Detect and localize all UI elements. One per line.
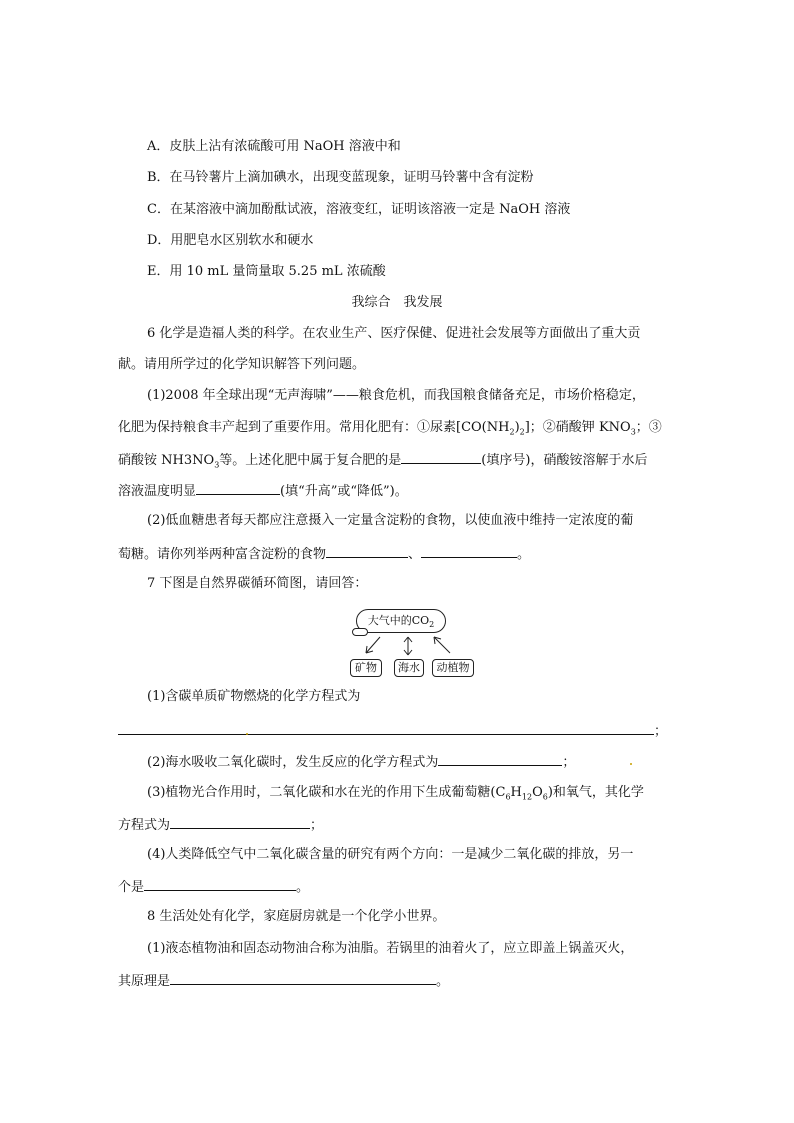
atmosphere-co2-box: 大气中的$CO_2$	[356, 609, 446, 633]
option-d: D．用肥皂水区别软水和硬水	[147, 233, 314, 248]
stray-dot	[246, 733, 248, 735]
answer-blank[interactable]	[144, 878, 296, 891]
answer-blank[interactable]	[196, 482, 280, 495]
q6-part1-line4: 溶液温度明显 (填“升高”或“降低”)。	[118, 484, 408, 499]
q8-stem: 8 生活处处有化学，家庭厨房就是一个化学小世界。	[147, 909, 446, 924]
q8-part1-line1: (1)液态植物油和固态动物油合称为油脂。若锅里的油着火了，应立即盖上锅盖灭火，	[147, 941, 634, 956]
answer-blank[interactable]	[326, 545, 408, 558]
option-c: C．在某溶液中滴加酚酞试液，溶液变红，证明该溶液一定是 NaOH 溶液	[147, 202, 571, 217]
node-minerals: 矿物	[350, 659, 382, 677]
q7-part1-answer: ；	[118, 722, 667, 740]
carbon-cycle-diagram	[346, 601, 476, 681]
q7-part2: (2)海水吸收二氧化碳时，发生反应的化学方程式为 ；	[147, 755, 576, 770]
q7-part4-line1: (4)人类降低空气中二氧化碳含量的研究有两个方向：一是减少二氧化碳的排放，另一	[147, 847, 634, 862]
q7-part1: (1)含碳单质矿物燃烧的化学方程式为	[147, 689, 361, 704]
q7-part4-line2: 个是 。	[118, 880, 310, 895]
answer-blank[interactable]	[401, 451, 481, 464]
q8-part1-line2: 其原理是 。	[118, 974, 450, 989]
option-e: E．用 10 mL 量筒量取 5.25 mL 浓硫酸	[147, 264, 386, 279]
node-seawater: 海水	[394, 659, 424, 677]
option-a: A．皮肤上沾有浓硫酸可用 NaOH 溶液中和	[147, 139, 401, 154]
q6-stem-line1: 6 化学是造福人类的科学。在农业生产、医疗保健、促进社会发展等方面做出了重大贡	[147, 326, 641, 341]
q6-part2-line2: 萄糖。请你列举两种富含淀粉的食物 、 。	[118, 547, 531, 562]
answer-blank[interactable]	[421, 545, 517, 558]
q7-stem: 7 下图是自然界碳循环简图，请回答：	[147, 576, 368, 591]
q6-part1-line2: 化肥为保持粮食丰产起到了重要作用。常用化肥有：①尿素$[CO(NH_2)_2]$；②硝酸钾 $KNO_3$；③	[118, 420, 662, 437]
stray-dot	[630, 763, 632, 765]
answer-blank[interactable]	[438, 753, 562, 766]
q7-part3-line1: (3)植物光合作用时，二氧化碳和水在光的作用下生成葡萄糖$(C_6H_{12}O_6)$和氧气，其化学	[147, 785, 644, 802]
node-plants-animals: 动植物	[432, 659, 474, 677]
answer-blank[interactable]	[170, 816, 310, 829]
q7-part3-line2: 方程式为 ；	[118, 818, 324, 833]
q6-part2-line1: (2)低血糖患者每天都应注意摄入一定量含淀粉的食物，以使血液中维持一定浓度的葡	[147, 513, 634, 528]
q6-part1-line3: 硝酸铵 $NH3NO_3$等。上述化肥中属于复合肥的是 (填序号)，硝酸铵溶解于水后	[118, 453, 648, 470]
answer-blank[interactable]	[118, 722, 654, 735]
answer-blank[interactable]	[170, 972, 436, 985]
q6-part1-line1: (1)2008 年全球出现“无声海啸”——粮食危机，而我国粮食储备充足，市场价格稳定，	[147, 388, 645, 403]
q6-stem-line2: 献。请用所学过的化学知识解答下列问题。	[118, 357, 366, 372]
section-title: 我综合 我发展	[351, 295, 443, 310]
option-b: B．在马铃薯片上滴加碘水，出现变蓝现象，证明马铃薯中含有淀粉	[147, 170, 534, 185]
arrow-right	[434, 637, 450, 653]
arrow-left	[366, 637, 380, 653]
